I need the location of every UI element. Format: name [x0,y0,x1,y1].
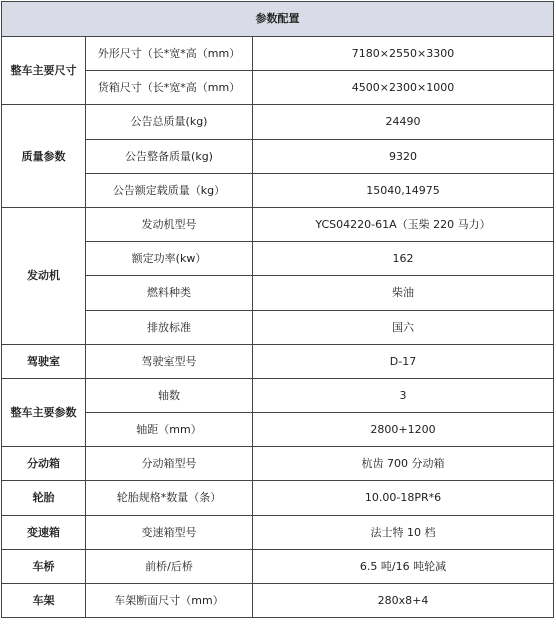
param-name: 轮胎规格*数量（条） [86,481,253,515]
table-row [2,37,554,71]
group-label: 发动机 [2,207,86,344]
param-name: 燃料种类 [86,276,253,310]
table-row [2,584,554,618]
param-name: 公告总质量(kg) [86,105,253,139]
table-row [2,207,554,241]
param-value: 15040,14975 [253,173,554,207]
param-value: 280x8+4 [253,584,554,618]
param-name: 发动机型号 [86,207,253,241]
param-name: 货箱尺寸（长*宽*高（mm） [86,71,253,105]
param-name: 公告额定载质量（kg） [86,173,253,207]
group-label: 车桥 [2,549,86,583]
param-name: 驾驶室型号 [86,344,253,378]
param-name: 额定功率(kw） [86,242,253,276]
param-value: 杭齿 700 分动箱 [253,447,554,481]
table-title: 参数配置 [2,2,554,37]
param-value: 6.5 吨/16 吨轮减 [253,549,554,583]
group-label: 变速箱 [2,515,86,549]
table-row [2,549,554,583]
group-label: 车架 [2,584,86,618]
param-name: 外形尺寸（长*宽*高（mm） [86,37,253,71]
param-value: 162 [253,242,554,276]
group-label: 分动箱 [2,447,86,481]
param-value: 24490 [253,105,554,139]
param-name: 分动箱型号 [86,447,253,481]
param-value: 10.00-18PR*6 [253,481,554,515]
param-value: 法士特 10 档 [253,515,554,549]
param-name: 车架断面尺寸（mm） [86,584,253,618]
group-label: 整车主要参数 [2,378,86,446]
param-value: 国六 [253,310,554,344]
table-row [2,515,554,549]
param-value: 柴油 [253,276,554,310]
param-name: 变速箱型号 [86,515,253,549]
param-value: 9320 [253,139,554,173]
param-name: 排放标准 [86,310,253,344]
param-name: 轴距（mm） [86,413,253,447]
table-row [2,481,554,515]
table-row [2,447,554,481]
param-value: 3 [253,378,554,412]
table-row [2,378,554,412]
param-value: 4500×2300×1000 [253,71,554,105]
param-value: 2800+1200 [253,413,554,447]
param-name: 公告整备质量(kg) [86,139,253,173]
param-value: YCS04220-61A（玉柴 220 马力） [253,207,554,241]
group-label: 驾驶室 [2,344,86,378]
table-row [2,344,554,378]
table-row [2,105,554,139]
spec-table [1,1,554,618]
group-label: 整车主要尺寸 [2,37,86,105]
param-value: 7180×2550×3300 [253,37,554,71]
group-label: 轮胎 [2,481,86,515]
param-name: 轴数 [86,378,253,412]
group-label: 质量参数 [2,105,86,208]
param-name: 前桥/后桥 [86,549,253,583]
param-value: D-17 [253,344,554,378]
